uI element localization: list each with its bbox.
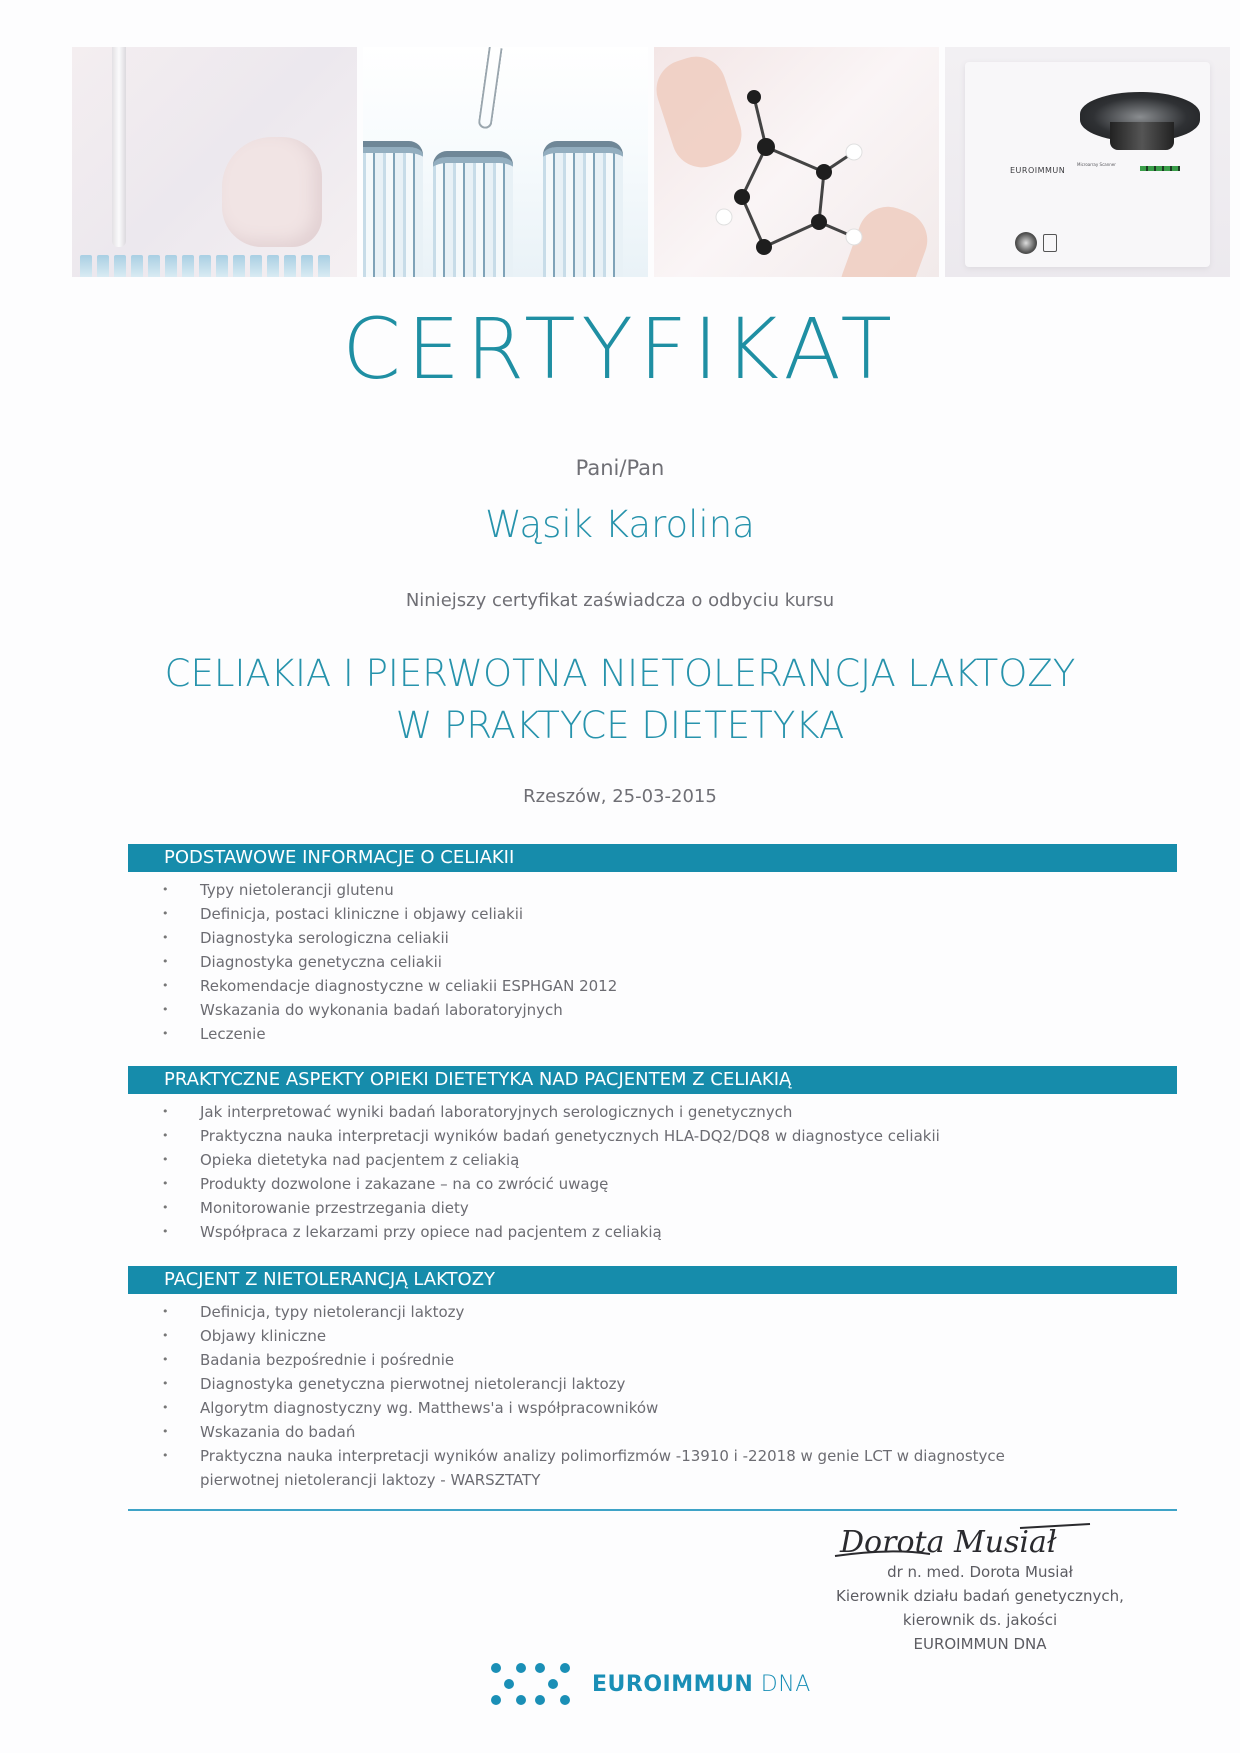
list-item: • Diagnostyka serologiczna celiakii (128, 926, 1177, 950)
course-title-line2: W PRAKTYCE DIETETYKA (395, 704, 845, 747)
list-item: • Diagnostyka genetyczna celiakii (128, 950, 1177, 974)
divider-line (128, 1509, 1177, 1511)
list-item: • Współpraca z lekarzami przy opiece nad pacjentem z celiakią (128, 1220, 1177, 1244)
topic-list (128, 1100, 1177, 1244)
place-date: Rzeszów, 25-03-2015 (523, 786, 717, 807)
topic-list (128, 1300, 1177, 1492)
signature-text: Dorota Musiał (840, 1525, 1057, 1560)
list-item: • Jak interpretować wyniki badań laboratoryjnych serologicznych i genetycznych (128, 1100, 1177, 1124)
header-photo-strip (72, 47, 1240, 277)
logo-dna: DNA (760, 1671, 811, 1697)
list-item: • Diagnostyka genetyczna pierwotnej nietolerancji laktozy (128, 1372, 1177, 1396)
status-leds (1140, 166, 1180, 171)
glass-tube (543, 141, 623, 277)
list-item: • Definicja, postaci kliniczne i objawy celiakii (128, 902, 1177, 926)
list-item: • Opieka dietetyka nad pacjentem z celiakią (128, 1148, 1177, 1172)
list-item: • Typy nietolerancji glutenu (128, 878, 1177, 902)
list-item: • Praktyczna nauka interpretacji wyników badań genetycznych HLA-DQ2/DQ8 w diagnostyce celiakii (128, 1124, 1177, 1148)
course-title (0, 648, 1240, 752)
signatory-name: dr n. med. Dorota Musiał (887, 1563, 1073, 1581)
signatory-role-1: Kierownik działu badań genetycznych, (836, 1587, 1124, 1605)
glass-tube (363, 141, 423, 277)
scanner-brand-label: EUROIMMUN (1010, 166, 1066, 175)
list-item: • Objawy kliniczne (128, 1324, 1177, 1348)
euroimmun-dna-logo (490, 1662, 811, 1706)
scanner-device (965, 62, 1210, 267)
signatory-role-2: kierownik ds. jakości (902, 1611, 1058, 1629)
salutation: Pani/Pan (575, 456, 665, 480)
recipient-name: Wąsik Karolina (485, 503, 755, 546)
glass-tube (433, 151, 513, 277)
gloved-hand-shape (222, 137, 322, 247)
section-heading: PACJENT Z NIETOLERANCJĄ LAKTOZY (128, 1266, 1177, 1294)
handwritten-signature (830, 1518, 1110, 1564)
pipette-lab-photo (72, 47, 357, 277)
section-practical-aspects (128, 1066, 1177, 1244)
list-item: • Praktyczna nauka interpretacji wyników analizy polimorfizmów -13910 i -22018 w genie LCT w diagnostyce pierwotnej nietolerancji laktozy - WARSZTATY (128, 1444, 1177, 1492)
attestation-text: Niniejszy certyfikat zaświadcza o odbyciu kursu (405, 590, 835, 611)
list-item: • Definicja, typy nietolerancji laktozy (128, 1300, 1177, 1324)
sample-tray (72, 245, 357, 277)
signatory-block (830, 1560, 1130, 1656)
pipette-shape (112, 47, 126, 247)
list-item: • Wskazania do wykonania badań laboratoryjnych (128, 998, 1177, 1022)
list-item: • Badania bezpośrednie i pośrednie (128, 1348, 1177, 1372)
course-title-line1: CELIAKIA I PIERWOTNA NIETOLERANCJA LAKTOZY (164, 652, 1076, 695)
dropper-shape (477, 47, 502, 130)
logo-brand: EUROIMMUN (592, 1671, 754, 1697)
logo-wordmark (592, 1672, 811, 1697)
section-heading: PODSTAWOWE INFORMACJE O CELIAKII (128, 844, 1177, 872)
signatory-organization: EUROIMMUN DNA (913, 1635, 1047, 1653)
section-basic-info (128, 844, 1177, 1046)
microarray-scanner-photo (945, 47, 1230, 277)
section-lactose-intolerance (128, 1266, 1177, 1492)
list-item: • Leczenie (128, 1022, 1177, 1046)
dots-logo-icon (490, 1662, 572, 1706)
list-item: • Wskazania do badań (128, 1420, 1177, 1444)
test-tubes-photo (363, 47, 648, 277)
list-item: • Algorytm diagnostyczny wg. Matthews'a i współpracowników (128, 1396, 1177, 1420)
power-knob (1015, 232, 1037, 254)
certificate-title: CERTYFIKAT (342, 300, 898, 398)
list-item: • Rekomendacje diagnostyczne w celiakii ESPHGAN 2012 (128, 974, 1177, 998)
list-item: • Produkty dozwolone i zakazane – na co zwrócić uwagę (128, 1172, 1177, 1196)
topic-list (128, 878, 1177, 1046)
molecule-model-photo (654, 47, 939, 277)
power-switch-icon (1043, 234, 1057, 252)
section-heading: PRAKTYCZNE ASPEKTY OPIEKI DIETETYKA NAD PACJENTEM Z CELIAKIĄ (128, 1066, 1177, 1094)
list-item: • Monitorowanie przestrzegania diety (128, 1196, 1177, 1220)
scanner-model-label: Microarray Scanner (1077, 162, 1116, 167)
